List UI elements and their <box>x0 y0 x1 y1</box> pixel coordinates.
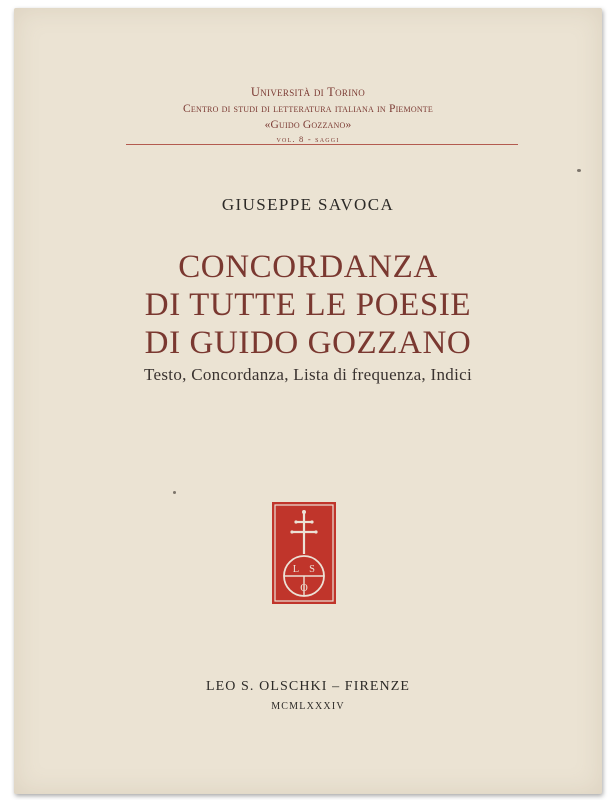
title-line-3: DI GUIDO GOZZANO <box>144 325 472 361</box>
publisher-name: LEO S. OLSCHKI – FIRENZE <box>205 679 411 694</box>
mark-letter-l: L <box>292 564 300 575</box>
paper-speck <box>173 491 176 494</box>
book-subtitle: Testo, Concordanza, Lista di frequenza, Indici <box>144 365 472 384</box>
book-title <box>14 248 602 362</box>
title-line-2: DI TUTTE LE POESIE <box>144 287 472 323</box>
institution: Università di Torino <box>250 85 366 99</box>
series-header <box>14 84 602 146</box>
publisher-mark-icon <box>272 502 336 604</box>
mark-letter-s: S <box>309 564 315 575</box>
book-cover <box>14 8 602 794</box>
centre-name: «Guido Gozzano» <box>264 119 352 131</box>
header-rule <box>126 144 518 145</box>
paper-speck <box>577 169 581 172</box>
publication-year: MCMLXXXIV <box>271 701 345 712</box>
research-centre: Centro di studi di letteratura italiana in Piemonte <box>183 103 433 115</box>
mark-letter-o: O <box>300 583 308 594</box>
volume-label: vol. 8 - saggi <box>276 134 340 144</box>
title-line-1: CONCORDANZA <box>178 249 438 285</box>
author-name: GIUSEPPE SAVOCA <box>221 195 395 214</box>
